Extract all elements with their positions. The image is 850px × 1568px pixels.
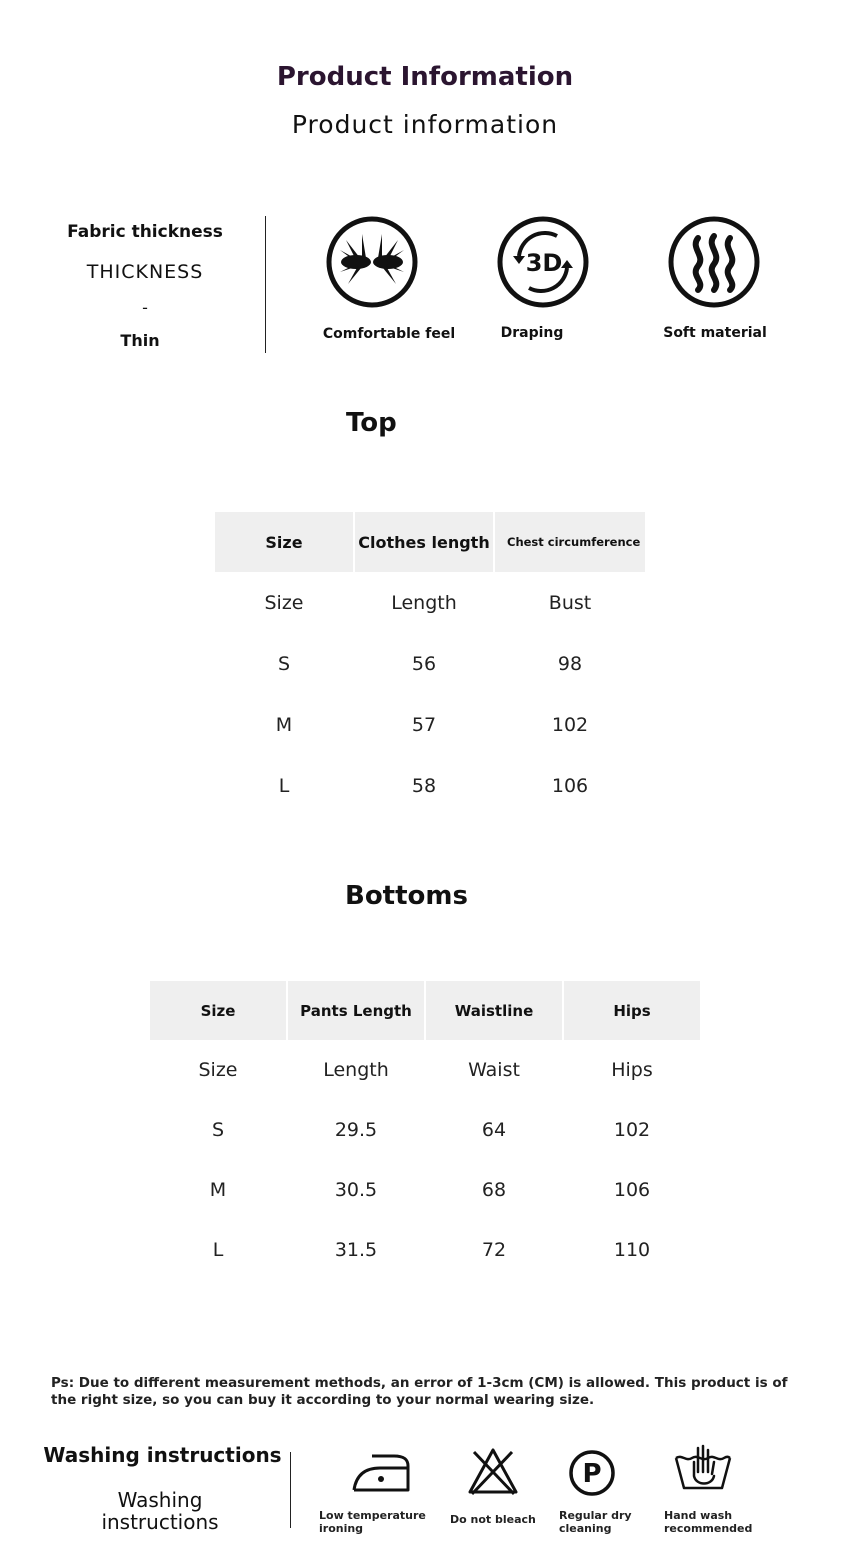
no-bleach-icon (466, 1446, 520, 1496)
table-header: Waistline (426, 981, 562, 1040)
table-row (215, 755, 645, 816)
feature-label: Comfortable feel (322, 326, 456, 342)
table-cell: S (277, 652, 291, 675)
table-cell: 31.5 (334, 1239, 378, 1261)
table-row (215, 694, 645, 755)
fabric-thickness-en: THICKNESS (86, 261, 204, 283)
care-hand-wash (672, 1442, 734, 1498)
table-cell: Length (391, 591, 457, 614)
table-header: Hips (564, 981, 700, 1040)
size-note: Ps: Due to different measurement methods, an error of 1-3cm (CM) is allowed. This product is of the right size, so you can buy it according to your normal wearing size. (51, 1375, 788, 1408)
table-cell: L (212, 1239, 224, 1261)
washing-title: Washing instructions (43, 1443, 282, 1467)
page-subtitle: Product information (291, 110, 559, 139)
table-cell: 98 (557, 652, 583, 675)
table-header: Pants Length (288, 981, 424, 1040)
feature-label: Soft material (663, 325, 767, 341)
table-header: Size (150, 981, 286, 1040)
soft-material-icon (668, 216, 760, 308)
table-header: Chest circumference (495, 512, 645, 572)
care-dry-clean (567, 1448, 617, 1502)
top-section-title: Top (346, 408, 397, 438)
hand-wash-icon (672, 1442, 734, 1494)
table-cell: 106 (551, 774, 589, 797)
dry-clean-letter: P (582, 1459, 602, 1489)
draping-3d-text: 3D (525, 249, 563, 277)
comfortable-feel-icon (326, 216, 418, 308)
bottoms-section-title: Bottoms (345, 881, 468, 911)
table-cell: 102 (613, 1119, 651, 1141)
dry-clean-icon (567, 1448, 617, 1498)
table-header: Size (215, 512, 353, 572)
fabric-dash: - (142, 298, 148, 317)
table-cell: L (278, 774, 290, 797)
table-cell: 106 (613, 1179, 651, 1201)
table-row (150, 1100, 700, 1160)
table-cell: M (209, 1179, 227, 1201)
table-row (215, 633, 645, 694)
page-title: Product Information (276, 62, 574, 92)
washing-subtitle: Washing instructions (101, 1488, 219, 1534)
table-cell: Size (198, 1059, 238, 1081)
feature-draping (497, 216, 589, 312)
table-cell: M (275, 713, 293, 736)
table-cell: 58 (411, 774, 437, 797)
feature-comfortable (326, 216, 418, 312)
fabric-divider (265, 216, 266, 353)
table-cell: 110 (613, 1239, 651, 1261)
table-cell: Length (323, 1059, 389, 1081)
care-label: Hand wash recommended (664, 1509, 753, 1535)
table-row (150, 1160, 700, 1220)
table-cell: 29.5 (334, 1119, 378, 1141)
care-label: Regular dry cleaning (559, 1509, 632, 1535)
feature-soft (668, 216, 760, 312)
fabric-thickness-value: Thin (120, 331, 160, 350)
table-cell: 57 (411, 713, 437, 736)
table-cell: 56 (411, 652, 437, 675)
table-cell: 30.5 (334, 1179, 378, 1201)
bottoms-size-table (148, 981, 702, 1280)
table-cell: 64 (481, 1119, 507, 1141)
feature-label: Draping (500, 325, 564, 341)
care-label: Do not bleach (450, 1513, 536, 1526)
top-size-table (213, 512, 647, 816)
table-cell: Bust (548, 591, 592, 614)
table-cell: Waist (468, 1059, 520, 1081)
care-iron (350, 1450, 412, 1500)
table-cell: 72 (481, 1239, 507, 1261)
table-cell: 102 (551, 713, 589, 736)
washing-divider (290, 1452, 291, 1528)
iron-icon (350, 1450, 412, 1496)
table-cell: 68 (481, 1179, 507, 1201)
table-cell: Size (264, 591, 304, 614)
care-label: Low temperature ironing (319, 1509, 426, 1535)
draping-3d-icon (497, 216, 589, 308)
table-cell: Hips (611, 1059, 653, 1081)
table-cell: S (211, 1119, 225, 1141)
table-row (150, 1220, 700, 1280)
care-no-bleach (466, 1446, 520, 1500)
table-header: Clothes length (355, 512, 493, 572)
fabric-thickness-label: Fabric thickness (67, 222, 223, 242)
